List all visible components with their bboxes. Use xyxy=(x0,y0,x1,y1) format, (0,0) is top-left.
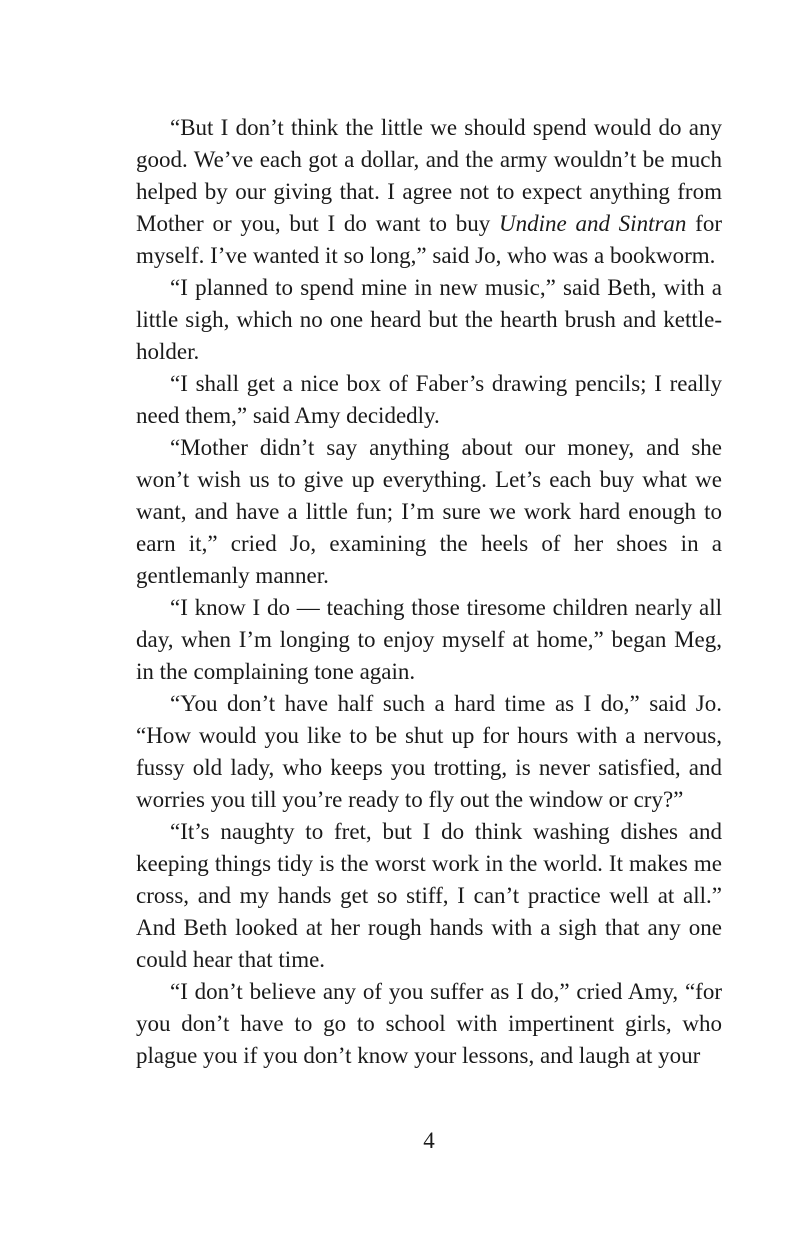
text-run: for myself. I’ve wanted it so long,” said Jo, who was a bookworm. xyxy=(136,211,722,268)
text-run: “I don’t believe any of you suffer as I do,” cried Amy, “for you don’t have to go to school with impertinent girls, who plague you if you don’t know your lessons, and laugh at your xyxy=(136,979,722,1068)
paragraph xyxy=(136,272,722,368)
paragraph xyxy=(136,816,722,976)
text-run: “I know I do — teaching those tiresome children nearly all day, when I’m longing to enjoy myself at home,” began Meg, in the complaining tone again. xyxy=(136,595,722,684)
text-run: “Mother didn’t say anything about our money, and she won’t wish us to give up everything. Let’s each buy what we want, and have a little fun; I’m sure we work hard enough to earn it,” cried Jo, examining the heels of her shoes in a gentlemanly manner. xyxy=(136,435,722,588)
body-text xyxy=(136,112,722,1072)
paragraph xyxy=(136,688,722,816)
paragraph xyxy=(136,432,722,592)
paragraph xyxy=(136,368,722,432)
text-run: “It’s naughty to fret, but I do think washing dishes and keeping things tidy is the worst work in the world. It makes me cross, and my hands get so stiff, I can’t practice well at all.” And Beth looked at her rough hands with a sigh that any one could hear that time. xyxy=(136,819,722,972)
text-run: “I planned to spend mine in new music,” said Beth, with a little sigh, which no one heard but the hearth brush and kettle-holder. xyxy=(136,275,722,364)
text-run: “But I don’t think the little we should spend would do any good. We’ve each got a dollar, and the army wouldn’t be much helped by our giving that. I agree not to expect anything from Mother or you, but I do want to buy xyxy=(136,115,722,236)
text-run: “You don’t have half such a hard time as I do,” said Jo. “How would you like to be shut up for hours with a nervous, fussy old lady, who keeps you trotting, is never satisfied, and worries you till you’re ready to fly out the window or cry?” xyxy=(136,691,722,812)
italic-title: Undine and Sintran xyxy=(498,211,687,236)
page-number: 4 xyxy=(423,1128,435,1153)
text-run: “I shall get a nice box of Faber’s drawing pencils; I really need them,” said Amy decidedly. xyxy=(136,371,722,428)
paragraph xyxy=(136,592,722,688)
paragraph xyxy=(136,976,722,1072)
paragraph xyxy=(136,112,722,272)
